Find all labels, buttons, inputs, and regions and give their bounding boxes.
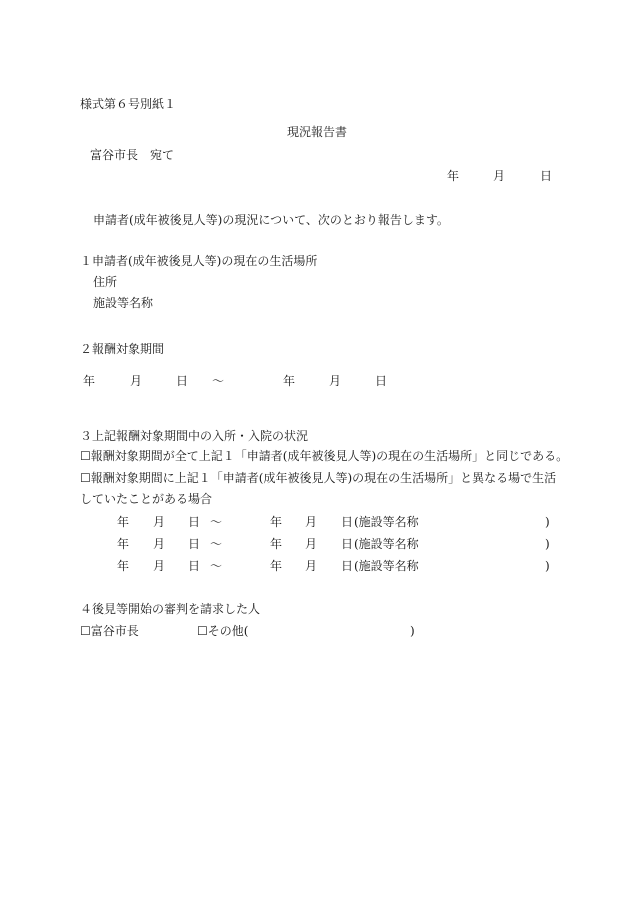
period-month1: 月 (130, 374, 143, 388)
stay-day1: 日 (188, 515, 201, 529)
stay-day2: 日 (341, 537, 354, 551)
stay-month2: 月 (305, 537, 318, 551)
choice-other[interactable]: ☐その他( (197, 624, 249, 638)
stay-year1: 年 (117, 559, 130, 573)
period-year2: 年 (283, 374, 296, 388)
option-different-place-cont: していたことがある場合 (80, 492, 213, 506)
address-label: 住所 (93, 275, 118, 289)
addressee: 富谷市長 宛て (90, 148, 175, 162)
intro-text: 申請者(成年被後見人等)の現況について、次のとおり報告します。 (93, 213, 449, 227)
stay-year2: 年 (270, 537, 283, 551)
stay-year2: 年 (270, 515, 283, 529)
date-day: 日 (540, 169, 553, 183)
form-number: 様式第６号別紙１ (80, 97, 177, 111)
period-month2: 月 (329, 374, 342, 388)
choice-mayor[interactable]: ☐富谷市長 (80, 624, 139, 638)
period-day2: 日 (375, 374, 388, 388)
choice-other-close-paren: ) (410, 624, 415, 638)
date-month: 月 (493, 169, 506, 183)
stay-year1: 年 (117, 537, 130, 551)
stay-facility-label: (施設等名称 (354, 515, 419, 529)
stay-day2: 日 (341, 515, 354, 529)
stay-month2: 月 (305, 515, 318, 529)
date-year: 年 (447, 169, 460, 183)
option-different-place[interactable]: ☐報酬対象期間に上記１「申請者(成年被後見人等)の現在の生活場所」と異なる場で生活 (80, 471, 557, 485)
section2-heading: ２報酬対象期間 (80, 342, 165, 356)
stay-year2: 年 (270, 559, 283, 573)
stay-day1: 日 (188, 559, 201, 573)
section4-heading: ４後見等開始の審判を請求した人 (80, 602, 261, 616)
stay-year1: 年 (117, 515, 130, 529)
period-tilde: 〜 (212, 374, 225, 388)
stay-facility-label: (施設等名称 (354, 559, 419, 573)
section3-heading: ３上記報酬対象期間中の入所・入院の状況 (80, 429, 309, 443)
stay-close-paren: ) (545, 559, 550, 573)
stay-month1: 月 (153, 515, 166, 529)
stay-month1: 月 (153, 537, 166, 551)
stay-month2: 月 (305, 559, 318, 573)
stay-tilde: 〜 (210, 559, 223, 573)
stay-month1: 月 (153, 559, 166, 573)
option-same-place[interactable]: ☐報酬対象期間が全て上記１「申請者(成年被後見人等)の現在の生活場所」と同じである。 (80, 449, 569, 463)
stay-tilde: 〜 (210, 537, 223, 551)
stay-day2: 日 (341, 559, 354, 573)
facility-label: 施設等名称 (93, 296, 154, 310)
stay-facility-label: (施設等名称 (354, 537, 419, 551)
stay-day1: 日 (188, 537, 201, 551)
page-title: 現況報告書 (287, 125, 348, 139)
stay-close-paren: ) (545, 537, 550, 551)
period-year1: 年 (83, 374, 96, 388)
stay-tilde: 〜 (210, 515, 223, 529)
section1-heading: １申請者(成年被後見人等)の現在の生活場所 (80, 254, 318, 268)
stay-close-paren: ) (545, 515, 550, 529)
period-day1: 日 (176, 374, 189, 388)
